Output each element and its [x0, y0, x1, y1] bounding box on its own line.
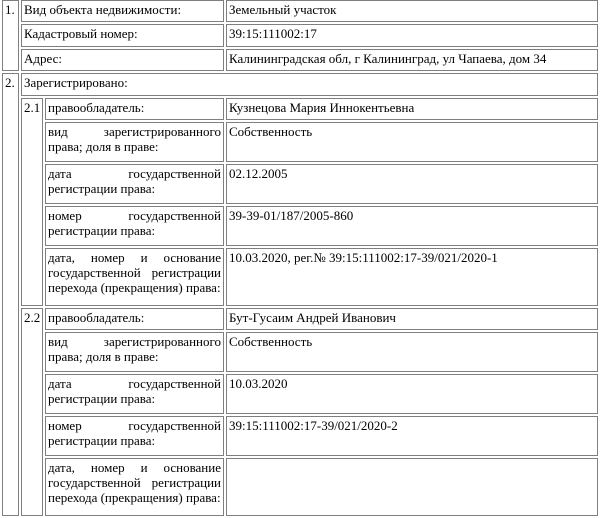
row-holder-2 [2, 308, 598, 330]
row-address [2, 49, 598, 71]
holder-name: Бут-Гусаим Андрей Иванович [226, 308, 598, 330]
row-registered [2, 73, 598, 95]
transfer-label: дата, номер и основание государственной регистрации перехода (прекращения) права: [45, 248, 224, 306]
transfer-label: дата, номер и основание государственной регистрации перехода (прекращения) права: [45, 458, 224, 516]
object-type-label: Вид объекта недвижимости: [21, 0, 224, 22]
row-object-type [2, 0, 598, 22]
reg-number-value: 39:15:111002:17-39/021/2020-2 [226, 416, 598, 456]
row-reg-number-2 [2, 416, 598, 456]
address-label: Адрес: [21, 49, 224, 71]
cadastral-number-value: 39:15:111002:17 [226, 24, 598, 46]
cadastral-number-label: Кадастровый номер: [21, 24, 224, 46]
row-transfer-1 [2, 248, 598, 306]
reg-date-value: 02.12.2005 [226, 164, 598, 204]
right-type-label: вид зарегистрированного права; доля в праве: [45, 332, 224, 372]
row-right-type-1 [2, 122, 598, 162]
row-right-type-2 [2, 332, 598, 372]
object-type-value: Земельный участок [226, 0, 598, 22]
reg-date-label: дата государственной регистрации права: [45, 374, 224, 414]
right-type-value: Собственность [226, 332, 598, 372]
section-number-2: 2. [2, 73, 19, 516]
reg-number-value: 39-39-01/187/2005-860 [226, 206, 598, 246]
reg-number-label: номер государственной регистрации права: [45, 206, 224, 246]
row-cadastral-number [2, 24, 598, 46]
reg-date-value: 10.03.2020 [226, 374, 598, 414]
row-reg-number-1 [2, 206, 598, 246]
right-type-label: вид зарегистрированного права; доля в праве: [45, 122, 224, 162]
row-transfer-2 [2, 458, 598, 516]
row-reg-date-2 [2, 374, 598, 414]
holder-name: Кузнецова Мария Иннокентьевна [226, 98, 598, 120]
address-value: Калининградская обл, г Калининград, ул Чапаева, дом 34 [226, 49, 598, 71]
reg-number-label: номер государственной регистрации права: [45, 416, 224, 456]
right-type-value: Собственность [226, 122, 598, 162]
transfer-value: 10.03.2020, рег.№ 39:15:111002:17-39/021/2020-1 [226, 248, 598, 306]
section-number-1: 1. [2, 0, 19, 71]
holder-label: правообладатель: [45, 308, 224, 330]
row-reg-date-1 [2, 164, 598, 204]
holder-label: правообладатель: [45, 98, 224, 120]
holder-number: 2.1 [21, 98, 43, 306]
transfer-value [226, 458, 598, 516]
registered-label: Зарегистрировано: [21, 73, 598, 95]
row-holder-1 [2, 98, 598, 120]
reg-date-label: дата государственной регистрации права: [45, 164, 224, 204]
holder-number: 2.2 [21, 308, 43, 516]
